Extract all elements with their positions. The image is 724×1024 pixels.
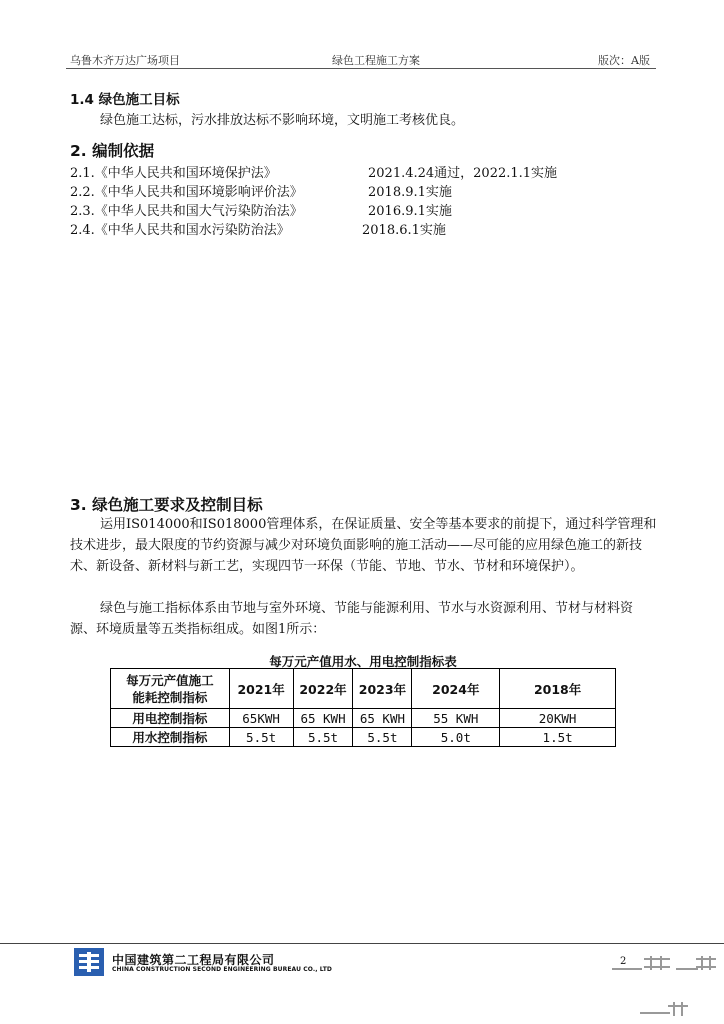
footer-divider [0,943,724,944]
basis-item [70,162,660,181]
footer-company-en: CHINA CONSTRUCTION SECOND ENGINEERING BUREAU CO., LTD [112,966,332,973]
decorative-grid-mark [696,954,716,976]
section-1-4-title: 1.4 绿色施工目标 [70,92,180,108]
header-doc-title: 绿色工程施工方案 [332,54,420,67]
page-number: 2 [620,956,627,967]
table-caption: 每万元产值用水、用电控制指标表 [269,654,457,669]
table-header-row [111,669,616,709]
table-row [111,728,616,747]
basis-law-date: 2016.9.1实施 [368,204,452,219]
table-cell: 5.0t [412,728,500,747]
table-year-header: 2023年 [353,669,412,709]
basis-item [70,181,660,200]
table-header-line: 能耗控制指标 [132,689,208,705]
basis-item [70,219,660,238]
basis-law-name: 2.2.《中华人民共和国环境影响评价法》 [70,185,303,200]
table-header-line: 每万元产值施工 [126,672,214,688]
table-cell: 55 KWH [412,709,500,728]
table-row [111,709,616,728]
table-cell: 1.5t [500,728,616,747]
table-cell: 5.5t [229,728,293,747]
table-year-header: 2024年 [412,669,500,709]
section-2-title: 2. 编制依据 [70,142,155,160]
section-3-paragraph-1: 运用IS014000和IS018000管理体系，在保证质量、安全等基本要求的前提下，通过科学管理和技术进步，最大限度的节约资源与减少对环境负面影响的施工活动——尽可能的应用绿色施工的新技术、新设备、新材料与新工艺，实现四节一环保（节能、节地、节水、节材和环境保护）。 [70,517,657,574]
basis-item [70,200,660,219]
company-logo [74,948,104,976]
table-year-header: 2022年 [293,669,353,709]
table-cell: 65 KWH [293,709,353,728]
section-1-4-body: 绿色施工达标，污水排放达标不影响环境，文明施工考核优良。 [100,113,465,128]
decorative-grid-mark [668,1002,688,1018]
basis-law-date: 2018.6.1实施 [362,223,446,238]
basis-law-date: 2021.4.24通过，2022.1.1实施 [368,166,558,181]
table-year-header: 2021年 [229,669,293,709]
basis-law-name: 2.1.《中华人民共和国环境保护法》 [70,166,277,181]
basis-law-date: 2018.9.1实施 [368,185,452,200]
decorative-rule [676,968,698,970]
basis-law-name: 2.3.《中华人民共和国大气污染防治法》 [70,204,303,219]
header-project-name: 乌鲁木齐万达广场项目 [70,54,180,67]
table-cell: 65 KWH [353,709,412,728]
energy-control-table [110,668,616,747]
decorative-grid-mark [644,954,670,976]
table-year-header: 2018年 [500,669,616,709]
table-cell: 5.5t [353,728,412,747]
decorative-rule [640,1012,670,1014]
footer-company-cn: 中国建筑第二工程局有限公司 [112,953,275,967]
table-header-label [111,669,230,709]
basis-law-name: 2.4.《中华人民共和国水污染防治法》 [70,223,290,238]
header-divider [66,68,656,69]
header-version: 版次：A版 [598,54,650,67]
table-row-label: 用水控制指标 [111,728,230,747]
table-cell: 20KWH [500,709,616,728]
table-cell: 5.5t [293,728,353,747]
section-3-title: 3. 绿色施工要求及控制目标 [70,496,263,514]
section-3-paragraph-2: 绿色与施工指标体系由节地与室外环境、节能与能源利用、节水与水资源利用、节材与材料资源、环境质量等五类指标组成。如图1所示： [70,601,634,637]
table-cell: 65KWH [229,709,293,728]
table-row-label: 用电控制指标 [111,709,230,728]
decorative-rule [612,968,642,970]
